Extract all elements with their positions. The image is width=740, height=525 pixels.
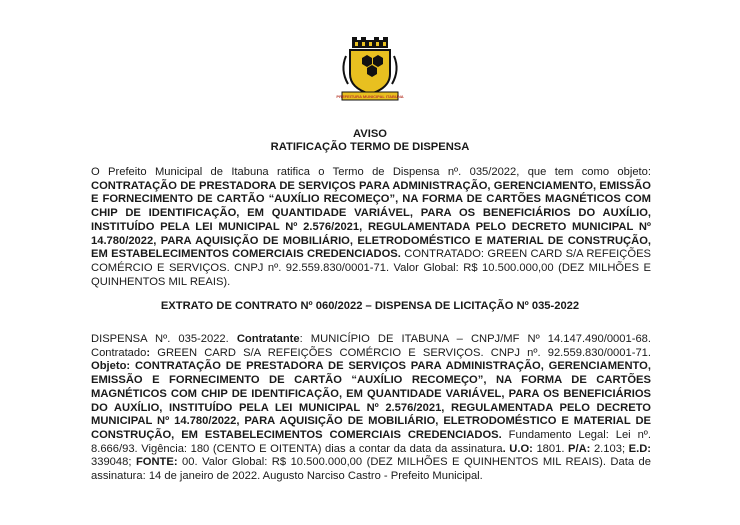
uo-value: 1801. xyxy=(532,442,569,455)
aviso-object: CONTRATAÇÃO DE PRESTADORA DE SERVIÇOS PARA ADMINISTRAÇÃO, GERENCIAMENTO, EMISSÃO E FORNECIMENTO DE CARTÃO “AUXÍLIO RECOMEÇO”, NA FORMA DE CARTÕES MAGNÉTICOS COM CHIP DE IDENTIFICAÇÃO, EM QUANTIDADE VARIÁVEL, PARA OS BENEFICIÁRIOS DO AUXÍLIO, INSTITUÍDO PELA LEI MUNICIPAL Nº 2.576/2021, REGULAMENTADA PELO DECRETO MUNICIPAL Nº 14.780/2022, PARA AQUISIÇÃO DE MOBILIÁRIO, ELETRODOMÉSTICO E MATERIAL DE CONSTRUÇÃO, EM ESTABELECIMENTOS COMERCIAIS CREDENCIADOS. xyxy=(91,179,651,261)
extrato-dispensa: DISPENSA Nº. 035-2022. xyxy=(91,333,237,345)
contratante-value: : MUNICÍPIO DE ITABUNA – CNPJ/MF Nº 14.147.490/0001-68. Contratado xyxy=(91,333,651,359)
valor-global-signature: 00. Valor Global: R$ 10.500.000,00 (DEZ MILHÕES E QUINHENTOS MIL REAIS). Data de assinatura: 14 de janeiro de 2022. Augusto Narciso Castro - Prefeito Municipal. xyxy=(91,456,651,483)
fundamento-legal: Fundamento Legal: Lei nº. 8.666/93. Vigência: 180 (CENTO E OITENTA) dias a contar da data da assinatura xyxy=(91,428,651,455)
contratado-value: GREEN CARD S/A REFEIÇÕES COMÉRCIO E SERVIÇOS. CNPJ nº. 92.559.830/0001-71. xyxy=(150,346,651,359)
uo-label: . U.O: xyxy=(502,442,533,455)
extrato-paragraph xyxy=(91,333,651,484)
fonte-label: FONTE: xyxy=(135,456,178,469)
pa-label: P/A: xyxy=(568,442,591,455)
aviso-intro: O Prefeito Municipal de Itabuna ratifica o Termo de Dispensa nº. 035/2022, que tem como objeto: xyxy=(91,166,651,178)
aviso-contractor: CONTRATADO: GREEN CARD S/A REFEIÇÕES COMÉRCIO E SERVIÇOS. CNPJ nº. 92.559.830/0001-71. Valor Global: R$ 10.500.000,00 (DEZ MILHÕES E QUINHENTOS MIL REAIS). xyxy=(91,248,651,288)
objeto-label: Objeto: xyxy=(91,360,131,373)
aviso-title: AVISO xyxy=(353,128,387,140)
crest-banner-text: PREFEITURA MUNICIPAL ITABUNA xyxy=(336,94,404,99)
contratante-label: Contratante xyxy=(236,333,300,345)
municipal-crest-icon xyxy=(336,36,404,104)
ed-label: E.D: xyxy=(628,442,652,455)
aviso-paragraph xyxy=(91,166,651,289)
extrato-object: CONTRATAÇÃO DE PRESTADORA DE SERVIÇOS PARA ADMINISTRAÇÃO, GERENCIAMENTO, EMISSÃO E FORNECIMENTO DE CARTÃO “AUXÍLIO RECOMEÇO”, NA FORMA DE CARTÕES MAGNÉTICOS COM CHIP DE IDENTIFICAÇÃO, EM QUANTIDADE VARIÁVEL, PARA OS BENEFICIÁRIOS DO AUXÍLIO, INSTITUÍDO PELA LEI MUNICIPAL Nº 2.576/2021, REGULAMENTADA PELO DECRETO MUNICIPAL Nº 14.780/2022, PARA AQUISIÇÃO DE MOBILIÁRIO, ELETRODOMÉSTICO E MATERIAL DE CONSTRUÇÃO, EM ESTABELECIMENTOS COMERCIAIS CREDENCIADOS. xyxy=(91,360,651,441)
contratado-colon: : xyxy=(146,346,151,359)
pa-value: 2.103; xyxy=(590,442,629,455)
aviso-subtitle: RATIFICAÇÃO TERMO DE DISPENSA xyxy=(270,141,470,153)
crown-icon xyxy=(352,37,388,48)
ed-value: 339048; xyxy=(91,456,136,469)
extrato-title: EXTRATO DE CONTRATO Nº 060/2022 – DISPENSA DE LICITAÇÃO Nº 035-2022 xyxy=(160,300,580,312)
